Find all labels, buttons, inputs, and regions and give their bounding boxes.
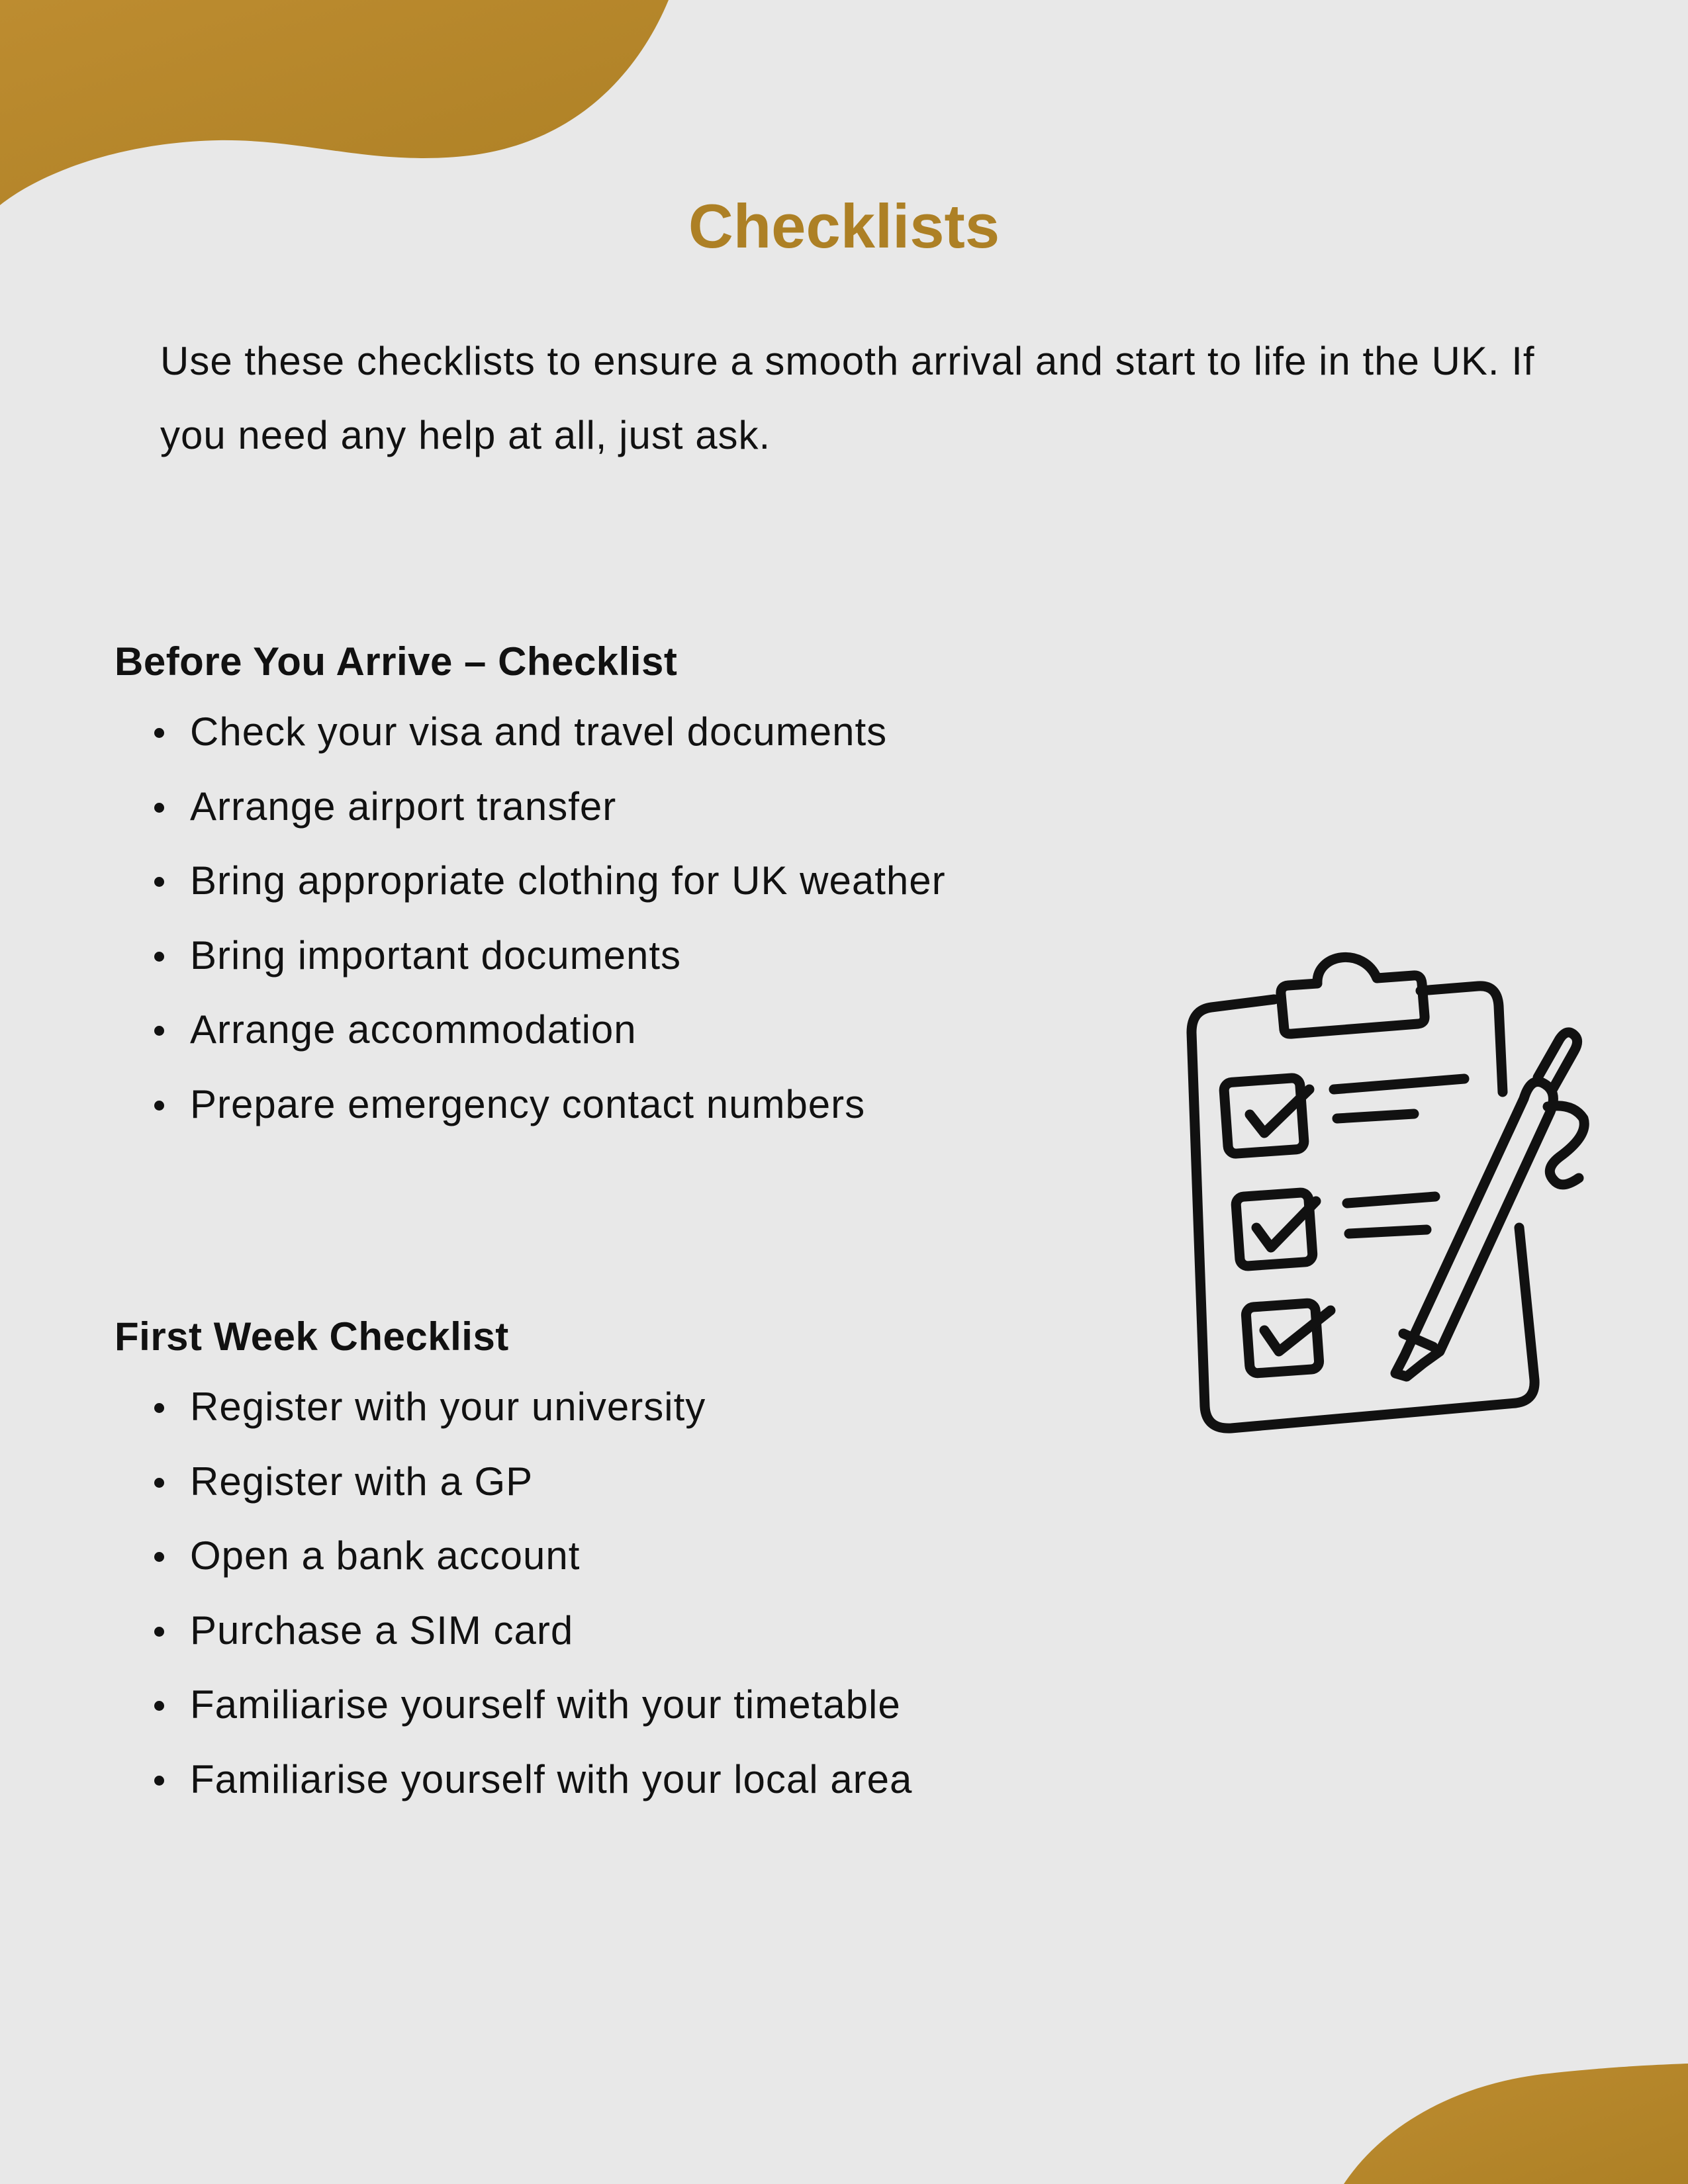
list-item [115,1445,1107,1520]
list-item [115,770,1107,844]
list-item-text: Open a bank account [190,1533,581,1578]
list-item-text: Prepare emergency contact numbers [190,1081,866,1126]
list-item [115,1068,1107,1142]
list-item-text: Familiarise yourself with your timetable [190,1682,901,1727]
section-heading: First Week Checklist [115,1314,509,1359]
list-item [115,844,1107,919]
list-item [115,1370,1107,1445]
bullet-icon [154,1627,164,1637]
list-item-text: Register with a GP [190,1459,534,1504]
list-item-text: Familiarise yourself with your local area [190,1756,913,1801]
section-heading: Before You Arrive – Checklist [115,639,678,684]
bullet-icon [154,1403,164,1413]
before-you-arrive-section [115,629,1107,1142]
list-item [115,1519,1107,1594]
bullet-icon [154,1552,164,1562]
list-item-text: Check your visa and travel documents [190,709,888,754]
bullet-icon [154,1478,164,1488]
bullet-icon [154,803,164,813]
list-item-text: Arrange airport transfer [190,784,617,829]
page-title: Checklists [688,191,1000,261]
list-item-text: Arrange accommodation [190,1007,637,1052]
checklist [115,695,1107,1142]
list-item-text: Purchase a SIM card [190,1608,574,1653]
decorative-wave-bottom [1344,2052,1688,2184]
first-week-section [115,1304,1107,1817]
bullet-icon [154,1026,164,1036]
list-item [115,993,1107,1068]
intro-text: Use these checklists to ensure a smooth arrival and start to life in the UK. If you need any help at all, just ask. [160,339,1535,457]
bullet-icon [154,728,164,738]
list-item [115,1743,1107,1817]
decorative-wave-top [0,0,695,218]
list-item-text: Register with your university [190,1385,706,1429]
checklist [115,1370,1107,1817]
list-item [115,695,1107,770]
list-item [115,1594,1107,1668]
list-item-text: Bring appropriate clothing for UK weather [190,858,946,903]
clipboard-checklist-icon [1172,927,1609,1443]
bullet-icon [154,952,164,962]
bullet-icon [154,1101,164,1111]
list-item [115,919,1107,993]
bullet-icon [154,877,164,887]
bullet-icon [154,1776,164,1786]
list-item-text: Bring important documents [190,933,682,978]
list-item [115,1668,1107,1743]
bullet-icon [154,1701,164,1711]
